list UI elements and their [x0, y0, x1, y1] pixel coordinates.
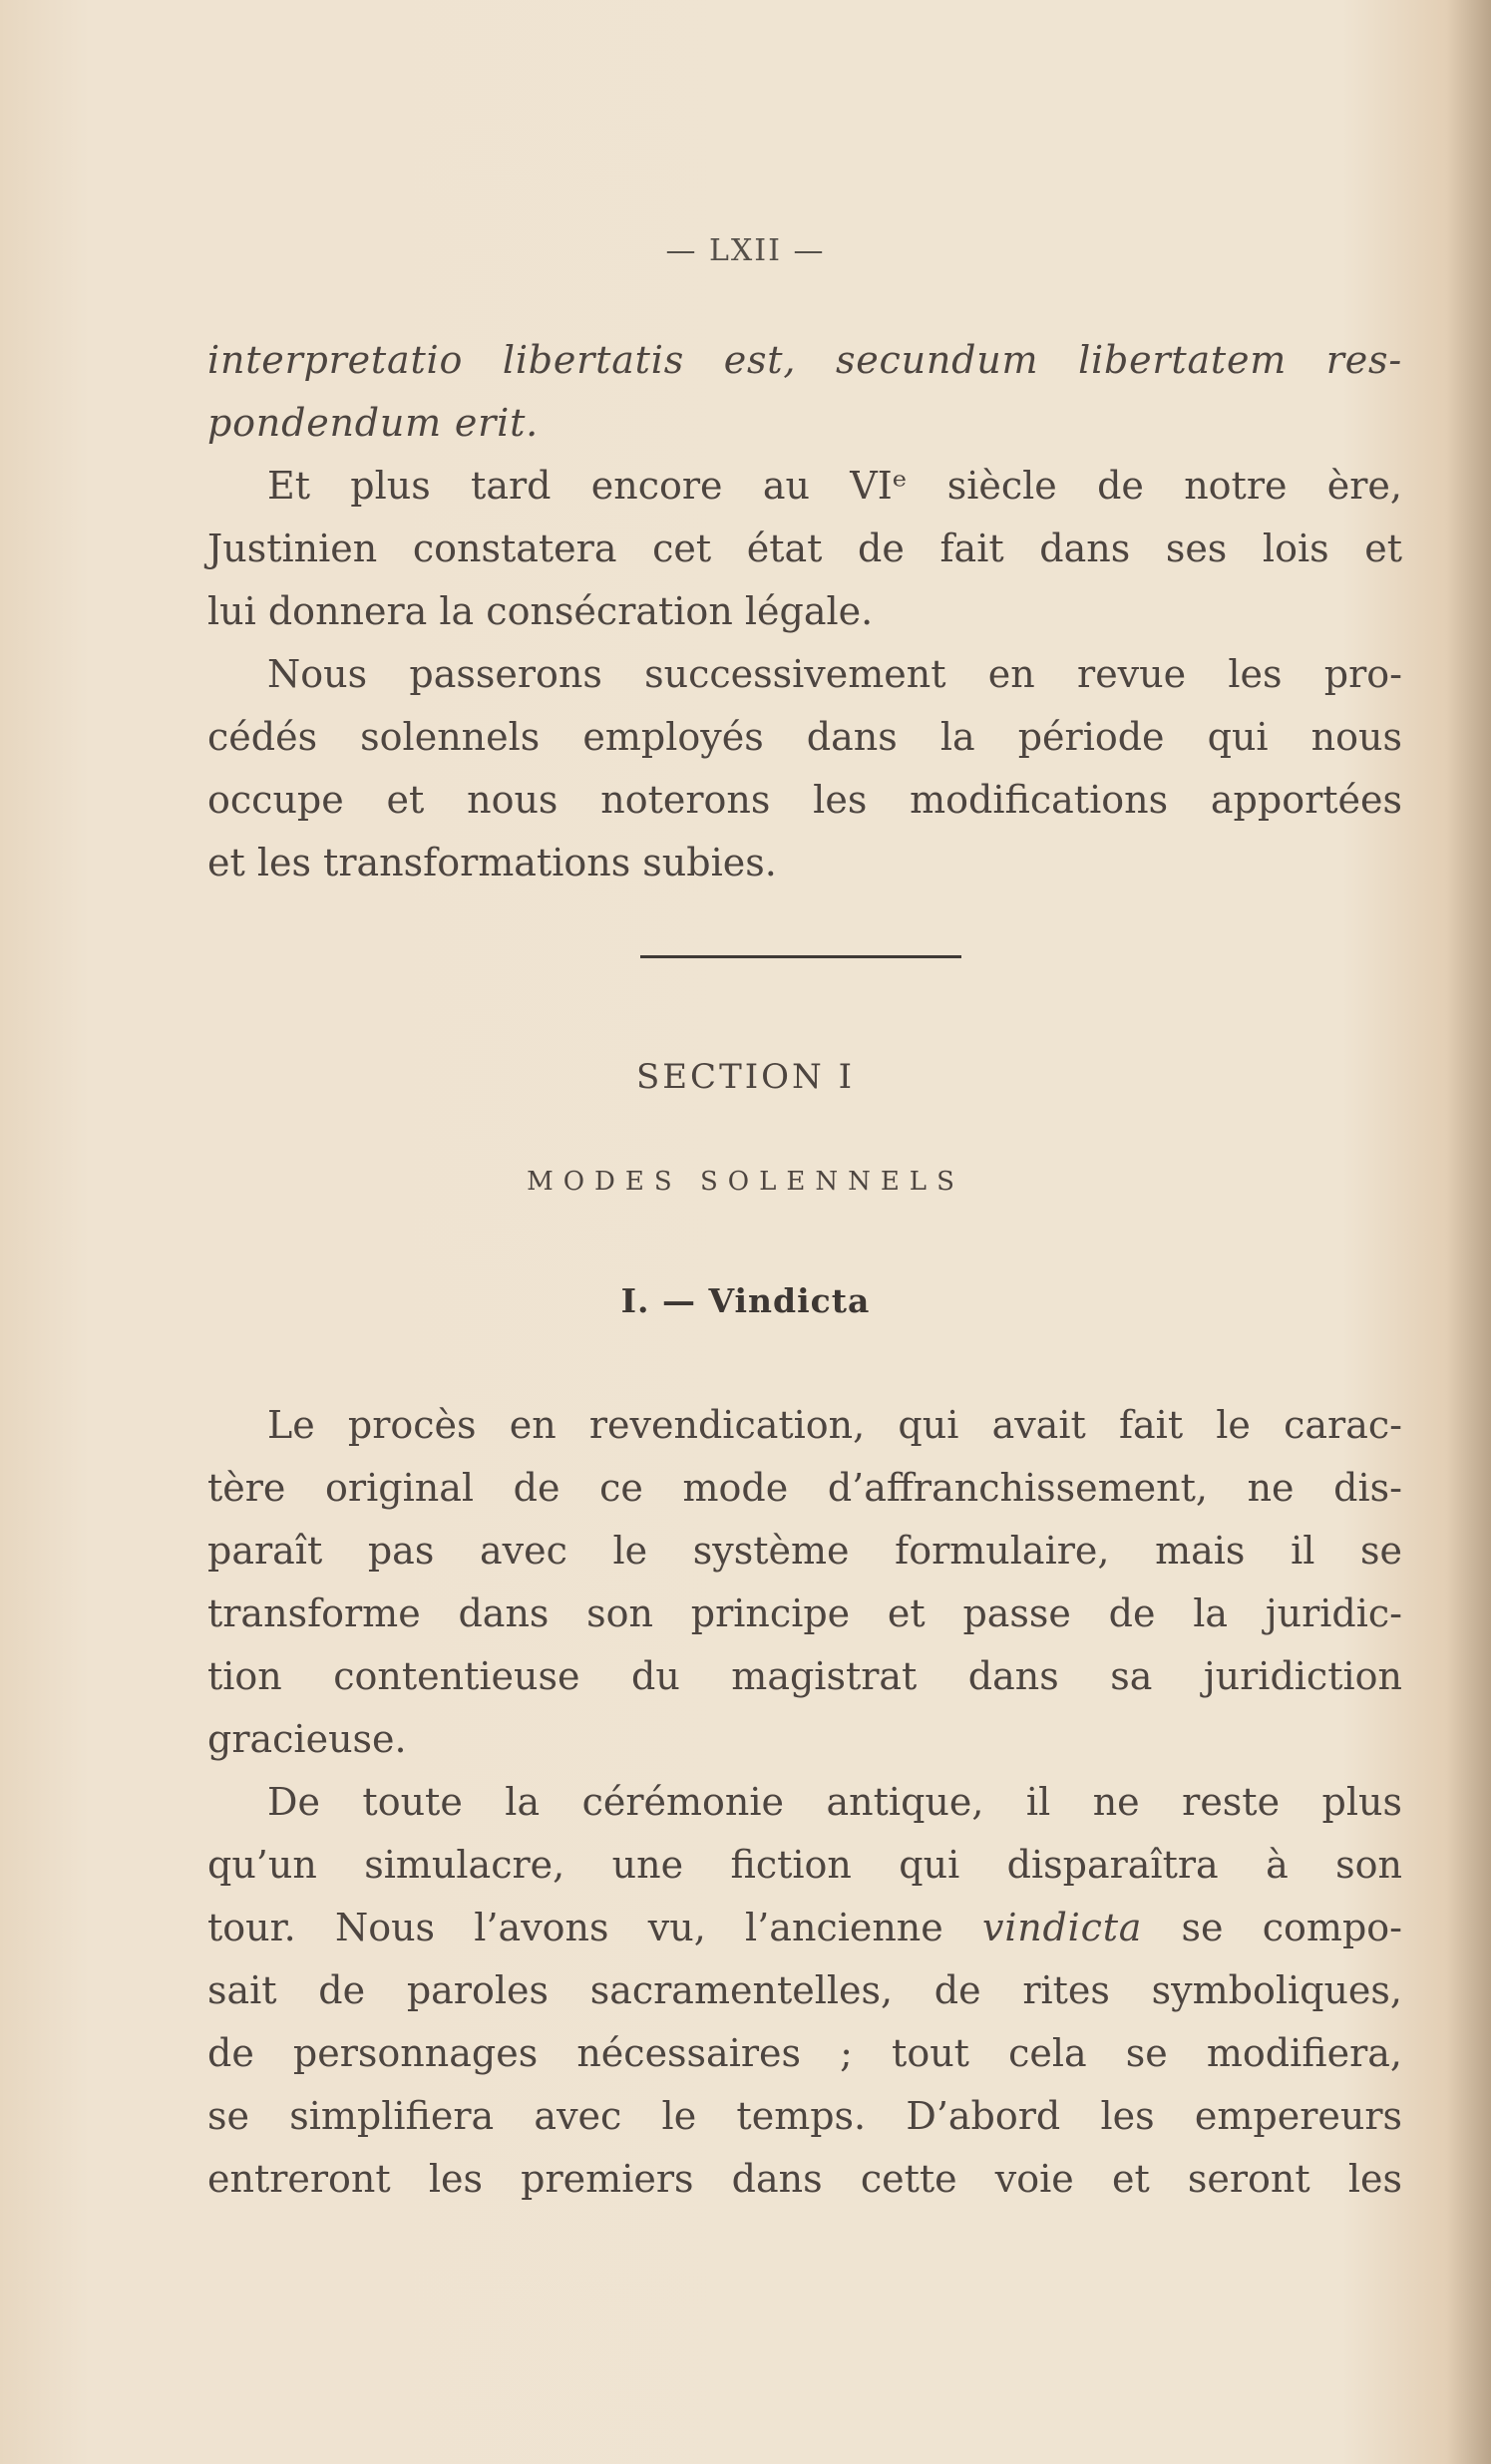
- text-line: tion contentieuse du magistrat dans sa juridiction: [207, 1654, 1402, 1698]
- bottom-paragraph-block: [207, 1394, 1402, 2211]
- text-fragment: tour. Nous l’avons vu, l’ancienne: [207, 1906, 943, 1949]
- text-line: gracieuse.: [207, 1717, 407, 1761]
- text-line: [207, 1897, 1402, 1959]
- text-line: occupe et nous noterons les modifications apportées: [207, 778, 1402, 822]
- text-line: lui donnera la consécration légale.: [207, 589, 874, 633]
- subsection-heading: I. — Vindicta: [620, 1281, 871, 1320]
- text-line: entreront les premiers dans cette voie et seront les: [207, 2157, 1402, 2201]
- text-line: sait de paroles sacramentelles, de rites symboliques,: [207, 1968, 1402, 2012]
- text-line: tère original de ce mode d’affranchissement, ne dis-: [207, 1466, 1402, 1510]
- text-line: interpretatio libertatis est, secundum libertatem res-: [207, 338, 1402, 382]
- section-subtitle: MODES SOLENNELS: [527, 1167, 964, 1197]
- section-title: SECTION I: [635, 1057, 856, 1097]
- text-fragment: se compo-: [1181, 1906, 1402, 1949]
- text-line: De toute la cérémonie antique, il ne reste plus: [267, 1780, 1402, 1824]
- top-paragraph-block: [207, 329, 1402, 894]
- text-line: cédés solennels employés dans la période qui nous: [207, 715, 1402, 759]
- text-line: et les transformations subies.: [207, 841, 777, 884]
- text-line: qu’un simulacre, une fiction qui disparaîtra à son: [207, 1843, 1402, 1887]
- text-line: Le procès en revendication, qui avait fait le carac-: [267, 1403, 1402, 1447]
- text-line: se simplifiera avec le temps. D’abord les empereurs: [207, 2094, 1402, 2138]
- text-line: paraît pas avec le système formulaire, mais il se: [207, 1529, 1402, 1573]
- text-line: Nous passerons successivement en revue les pro-: [267, 652, 1402, 696]
- text-line: de personnages nécessaires ; tout cela se modifiera,: [207, 2031, 1402, 2075]
- text-line: transforme dans son principe et passe de la juridic-: [207, 1591, 1402, 1635]
- text-line: pondendum erit.: [207, 401, 540, 445]
- text-line: Et plus tard encore au VIᵉ siècle de notre ère,: [267, 464, 1402, 508]
- italic-term-vindicta: vindicta: [982, 1906, 1143, 1949]
- running-head-page-number: — LXII —: [665, 233, 826, 268]
- text-line: Justinien constatera cet état de fait dans ses lois et: [207, 527, 1402, 570]
- section-divider-rule: [640, 955, 961, 958]
